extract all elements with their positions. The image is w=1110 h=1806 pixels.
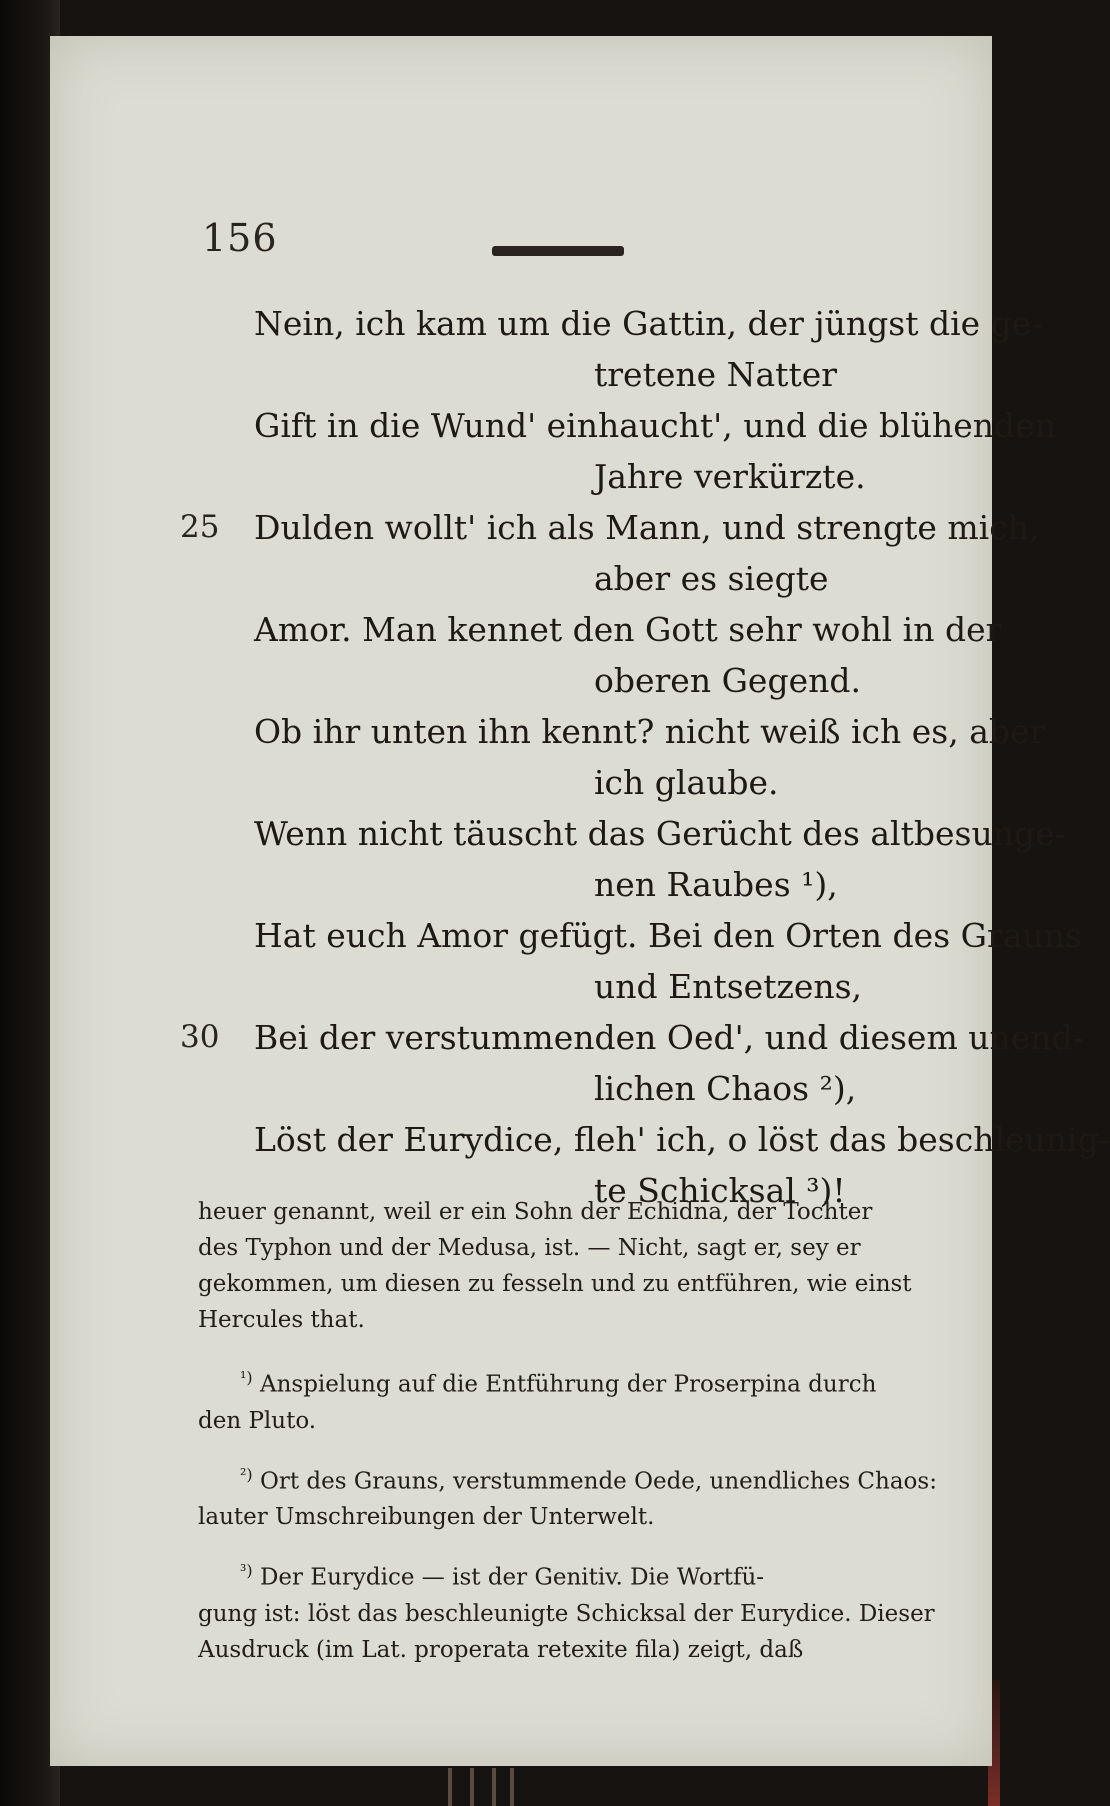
verse-block: [180, 298, 1110, 1216]
verse-continuation: Jahre verkürzte.: [594, 457, 866, 496]
verse-line: [180, 808, 1066, 910]
line-number: 25: [180, 509, 220, 545]
verse-continuation: aber es siegte: [594, 559, 829, 598]
footnote-line: gekommen, um diesen zu fesseln und zu entführen, wie einst: [198, 1271, 912, 1297]
verse-continuation: te Schicksal ³)!: [594, 1171, 846, 1210]
verse-continuation: und Entsetzens,: [594, 967, 863, 1006]
verse-text: Hat euch Amor gefügt. Bei den Orten des Grauns: [254, 916, 1082, 955]
footnote-continuation: [198, 1194, 978, 1338]
verse-text: Löst der Eurydice, fleh' ich, o löst das beschleunig-: [254, 1120, 1110, 1159]
book-page: [50, 36, 1110, 1766]
verse-text: Wenn nicht täuscht das Gerücht des altbesunge-: [254, 814, 1066, 853]
footnote-line: des Typhon und der Medusa, ist. — Nicht, sagt er, sey er: [198, 1235, 861, 1261]
page-edge-line: [492, 1768, 496, 1806]
verse-line: [180, 502, 1040, 604]
verse-text: Gift in die Wund' einhaucht', und die blühenden: [254, 406, 1056, 445]
header-rule: [492, 246, 624, 256]
verse-continuation: ich glaube.: [594, 763, 779, 802]
verse-line: [180, 910, 1082, 1012]
footnote-line: heuer genannt, weil er ein Sohn der Echidna, der Tochter: [198, 1199, 873, 1225]
page-edges: [440, 1768, 560, 1806]
footnote-3: [198, 1553, 978, 1668]
verse-text: Amor. Man kennet den Gott sehr wohl in der: [254, 610, 1002, 649]
verse-line: [180, 1012, 1084, 1114]
footnote-line: Der Eurydice — ist der Genitiv. Die Wortfü-: [259, 1564, 765, 1591]
footnote-line: Hercules that.: [198, 1307, 365, 1333]
verse-text: Nein, ich kam um die Gattin, der jüngst die ge-: [254, 304, 1043, 343]
footnote-line: gung ist: löst das beschleunigte Schicksal der Eurydice. Dieser: [198, 1600, 935, 1627]
verse-continuation: tretene Natter: [594, 355, 838, 394]
footnote-marker: ³): [240, 1561, 253, 1581]
footnote-2: [198, 1457, 978, 1536]
footnote-1: [198, 1360, 978, 1439]
footnote-marker: ¹): [240, 1368, 253, 1387]
verse-text: Dulden wollt' ich als Mann, und strengte mich,: [254, 508, 1040, 547]
verse-text: Ob ihr unten ihn kennt? nicht weiß ich es, aber: [254, 712, 1046, 751]
page-number: 156: [202, 216, 278, 260]
page-header: [202, 196, 742, 276]
footnote-line: Anspielung auf die Entführung der Proserpina durch: [259, 1371, 877, 1398]
verse-continuation: oberen Gegend.: [594, 661, 861, 700]
footnotes: [198, 1194, 978, 1686]
line-number: 30: [180, 1019, 220, 1055]
verse-line: [180, 298, 1043, 400]
footnote-line: Ausdruck (im Lat. properata retexite fila) zeigt, daß: [198, 1636, 804, 1663]
page-edge-line: [448, 1768, 452, 1806]
footnote-marker: ²): [240, 1464, 253, 1484]
page-edge-line: [470, 1768, 474, 1806]
footnote-line: den Pluto.: [198, 1407, 317, 1434]
verse-line: [180, 604, 1002, 706]
page-edge-line: [510, 1768, 514, 1806]
verse-continuation: nen Raubes ¹),: [594, 865, 838, 904]
footnote-line: lauter Umschreibungen der Unterwelt.: [198, 1504, 655, 1531]
verse-text: Bei der verstummenden Oed', und diesem unend-: [254, 1018, 1084, 1057]
footnote-line: Ort des Grauns, verstummende Oede, unendliches Chaos:: [259, 1468, 937, 1495]
verse-continuation: lichen Chaos ²),: [594, 1069, 857, 1108]
verse-line: [180, 706, 1046, 808]
verse-line: [180, 400, 1056, 502]
